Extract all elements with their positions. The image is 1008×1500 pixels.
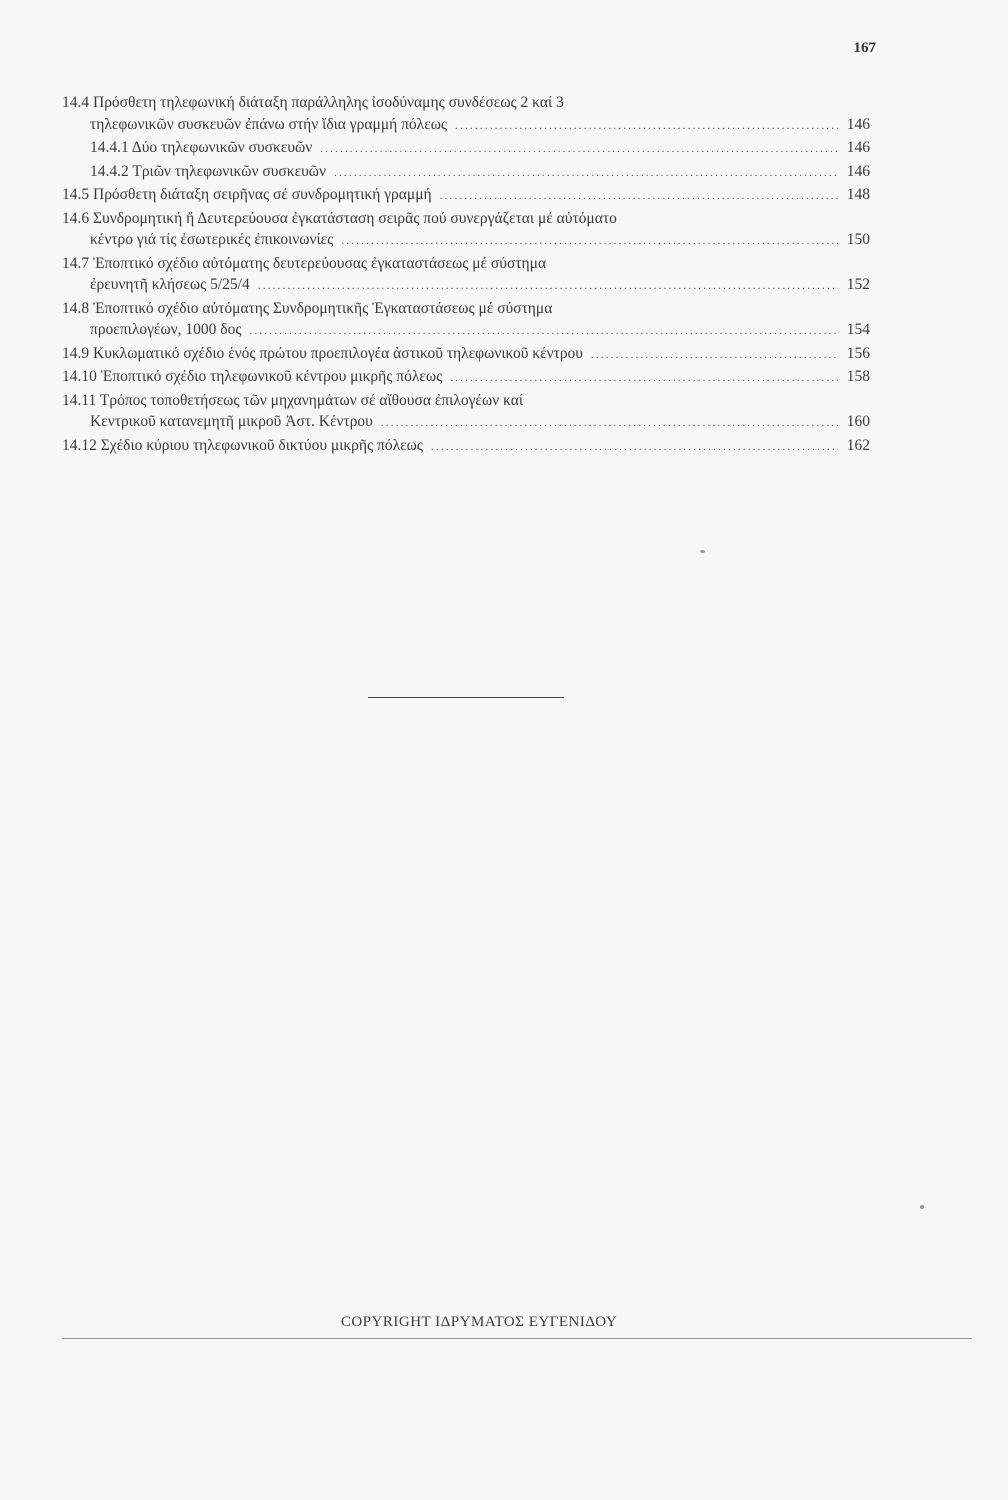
- toc-entry-title: κέντρο γιά τίς ἐσωτερικές ἐπικοινωνίες: [90, 231, 334, 248]
- toc-page-number: 162: [846, 436, 870, 454]
- toc-line: [62, 343, 870, 367]
- toc-entry: [62, 366, 870, 390]
- toc-entry-title: 14.5 Πρόσθετη διάταξη σειρῆνας σέ συνδρομητική γραμμή: [62, 186, 432, 203]
- toc-line: [62, 298, 870, 320]
- dot-leader: [334, 163, 838, 185]
- toc-entry-title: 14.4.2 Τριῶν τηλεφωνικῶν συσκευῶν: [90, 162, 326, 180]
- toc-line: [62, 366, 870, 390]
- dot-leader: [440, 186, 838, 208]
- toc-entry: [62, 208, 870, 253]
- toc-page-number: 152: [846, 276, 870, 293]
- toc-entry-title: 14.11 Τρόπος τοποθετήσεως τῶν μηχανημάτων σέ αἴθουσα ἐπιλογέων καί: [62, 391, 523, 409]
- toc-page-number: 160: [846, 413, 870, 430]
- toc-line: [62, 253, 870, 275]
- dot-leader: [320, 139, 838, 161]
- paper-speck: [700, 550, 705, 553]
- section-divider: [368, 697, 564, 698]
- toc-entry-title: 14.9 Κυκλωματικό σχέδιο ἑνός πρώτου προεπιλογέα ἀστικοῦ τηλεφωνικοῦ κέντρου: [62, 344, 583, 362]
- toc-entry-title: 14.6 Συνδρομητική ἤ Δευτερεύουσα ἐγκατάσταση σειρᾶς πού συνεργάζεται μέ αὐτόματο: [62, 209, 617, 227]
- toc-page-number: 158: [846, 368, 870, 385]
- toc-entry-title: 14.8 Ἐποπτικό σχέδιο αὐτόματης Συνδρομητικῆς Ἐγκαταστάσεως μέ σύστημα: [62, 299, 553, 317]
- toc-line: [62, 435, 870, 459]
- toc-entry: [62, 343, 870, 367]
- toc-entry: [62, 161, 870, 185]
- toc-line: [62, 114, 870, 138]
- dot-leader: [341, 231, 838, 253]
- dot-leader: [258, 276, 838, 298]
- toc-entry-title: 14.4.1 Δύο τηλεφωνικῶν συσκευῶν: [90, 139, 313, 156]
- dot-leader: [455, 116, 838, 138]
- toc-entry-title: 14.4 Πρόσθετη τηλεφωνική διάταξη παράλληλης ἰσοδύναμης συνδέσεως 2 καί 3: [62, 94, 564, 111]
- toc-entry-title: 14.7 Ἐποπτικό σχέδιο αὐτόματης δευτερεύουσας ἐγκαταστάσεως μέ σύστημα: [62, 254, 547, 272]
- toc-line: [62, 208, 870, 230]
- toc-page-number: 154: [846, 321, 870, 338]
- dot-leader: [591, 345, 838, 367]
- toc-page-number: 146: [846, 115, 870, 133]
- toc-page-number: 156: [846, 344, 870, 362]
- toc-entry-title: 14.10 Ἐποπτικό σχέδιο τηλεφωνικοῦ κέντρου μικρῆς πόλεως: [62, 368, 443, 385]
- toc-line: [62, 390, 870, 412]
- toc-entry: [62, 298, 870, 343]
- copyright-footer: COPYRIGHT ΙΔΡΥΜΑΤΟΣ ΕΥΓΕΝΙΔΟΥ: [340, 1314, 618, 1330]
- paper-speck: [920, 1205, 924, 1209]
- toc-entry-title: ἐρευνητῆ κλήσεως 5/25/4: [90, 276, 250, 293]
- dot-leader: [450, 368, 838, 390]
- toc-entry: [62, 390, 870, 435]
- toc-line: [62, 92, 870, 114]
- table-of-contents: [62, 92, 870, 458]
- toc-page-number: 146: [846, 139, 870, 156]
- toc-entry-title: Κεντρικοῦ κατανεμητῆ μικροῦ Ἀστ. Κέντρου: [90, 413, 373, 430]
- toc-line: [62, 161, 870, 185]
- toc-entry: [62, 253, 870, 298]
- toc-line: [62, 184, 870, 208]
- toc-page-number: 150: [846, 231, 870, 248]
- toc-page-number: 146: [846, 162, 870, 180]
- toc-entry-title: τηλεφωνικῶν συσκευῶν ἐπάνω στήν ἴδια γραμμή πόλεως: [90, 115, 448, 133]
- dot-leader: [381, 413, 838, 435]
- page-number: 167: [853, 40, 876, 56]
- footer-rule: [62, 1338, 972, 1339]
- toc-entry-title: προεπιλογέων, 1000 δος: [90, 321, 242, 338]
- toc-entry: [62, 184, 870, 208]
- toc-entry: [62, 92, 870, 137]
- dot-leader: [431, 437, 838, 459]
- toc-entry-title: 14.12 Σχέδιο κύριου τηλεφωνικοῦ δικτύου μικρῆς πόλεως: [62, 436, 423, 454]
- toc-line: [62, 274, 870, 298]
- toc-line: [62, 229, 870, 253]
- toc-line: [62, 319, 870, 343]
- dot-leader: [249, 321, 838, 343]
- toc-entry: [62, 435, 870, 459]
- toc-page-number: 148: [846, 186, 870, 203]
- toc-line: [62, 411, 870, 435]
- toc-entry: [62, 137, 870, 161]
- toc-line: [62, 137, 870, 161]
